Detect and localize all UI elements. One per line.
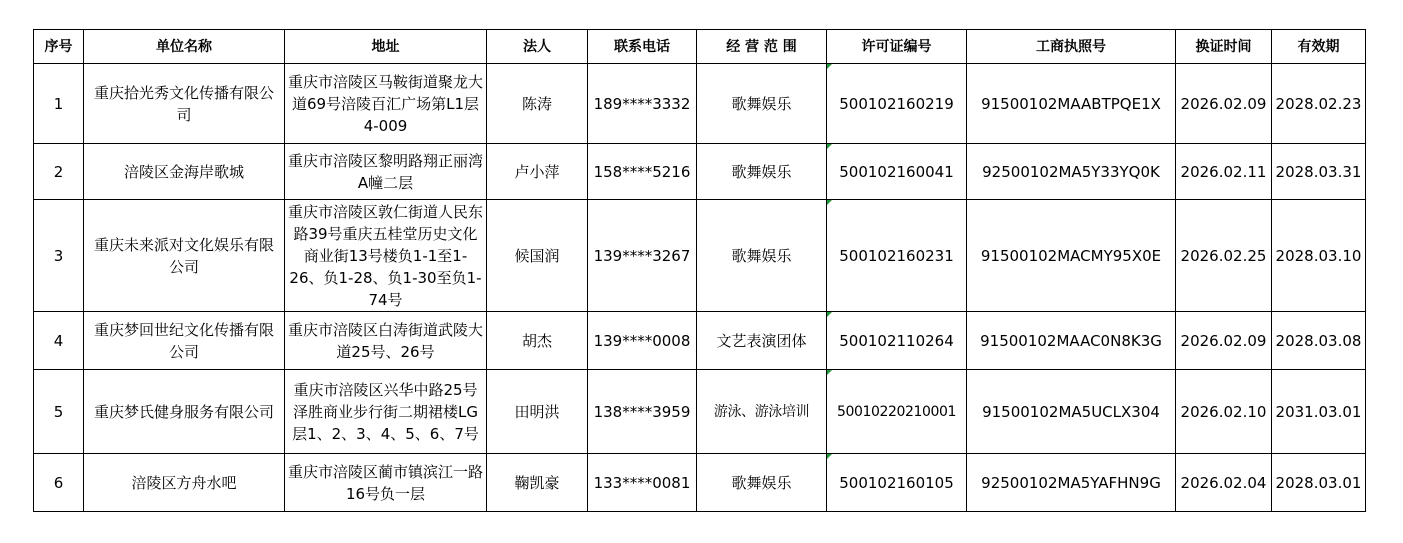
cell-expiry-date[interactable]: 2031.03.01 xyxy=(1272,370,1366,454)
cell-license-number[interactable]: 500102160219 xyxy=(827,64,967,144)
cell-legal-person[interactable]: 鞠凯豪 xyxy=(487,454,588,512)
cell-business-scope[interactable]: 歌舞娱乐 xyxy=(697,64,827,144)
cell-index[interactable]: 1 xyxy=(34,64,84,144)
cell-renewal-date[interactable]: 2026.02.11 xyxy=(1176,144,1272,200)
header-cell-expiry-date[interactable]: 有效期 xyxy=(1272,30,1366,64)
cell-business-license[interactable]: 91500102MAABTPQE1X xyxy=(967,64,1176,144)
cell-phone[interactable]: 139****3267 xyxy=(588,200,697,312)
cell-renewal-date[interactable]: 2026.02.10 xyxy=(1176,370,1272,454)
cell-index[interactable]: 4 xyxy=(34,312,84,370)
table-row xyxy=(34,144,1366,200)
cell-renewal-date[interactable]: 2026.02.09 xyxy=(1176,64,1272,144)
cell-business-license[interactable]: 91500102MA5UCLX304 xyxy=(967,370,1176,454)
table-row xyxy=(34,200,1366,312)
cell-address[interactable]: 重庆市涪陵区敦仁街道人民东路39号重庆五桂堂历史文化商业街13号楼负1-1至1-26、负1-28、负1-30至负1-74号 xyxy=(285,200,487,312)
table-row xyxy=(34,370,1366,454)
cell-address[interactable]: 重庆市涪陵区马鞍街道聚龙大道69号涪陵百汇广场第L1层4-009 xyxy=(285,64,487,144)
table-row xyxy=(34,454,1366,512)
cell-license-number[interactable]: 50010220210001 xyxy=(827,370,967,454)
header-cell-index[interactable]: 序号 xyxy=(34,30,84,64)
header-cell-legal-person[interactable]: 法人 xyxy=(487,30,588,64)
cell-index[interactable]: 5 xyxy=(34,370,84,454)
cell-renewal-date[interactable]: 2026.02.25 xyxy=(1176,200,1272,312)
cell-address[interactable]: 重庆市涪陵区兴华中路25号泽胜商业步行街二期裙楼LG层1、2、3、4、5、6、7号 xyxy=(285,370,487,454)
cell-expiry-date[interactable]: 2028.03.08 xyxy=(1272,312,1366,370)
cell-company[interactable]: 涪陵区金海岸歌城 xyxy=(84,144,285,200)
cell-business-license[interactable]: 91500102MAAC0N8K3G xyxy=(967,312,1176,370)
cell-expiry-date[interactable]: 2028.02.23 xyxy=(1272,64,1366,144)
cell-legal-person[interactable]: 胡杰 xyxy=(487,312,588,370)
table-row xyxy=(34,64,1366,144)
cell-phone[interactable]: 139****0008 xyxy=(588,312,697,370)
cell-legal-person[interactable]: 陈涛 xyxy=(487,64,588,144)
cell-phone[interactable]: 133****0081 xyxy=(588,454,697,512)
cell-company[interactable]: 涪陵区方舟水吧 xyxy=(84,454,285,512)
cell-business-license[interactable]: 91500102MACMY95X0E xyxy=(967,200,1176,312)
cell-business-scope[interactable]: 歌舞娱乐 xyxy=(697,454,827,512)
cell-legal-person[interactable]: 卢小萍 xyxy=(487,144,588,200)
cell-address[interactable]: 重庆市涪陵区蔺市镇滨江一路16号负一层 xyxy=(285,454,487,512)
cell-company[interactable]: 重庆梦回世纪文化传播有限公司 xyxy=(84,312,285,370)
cell-company[interactable]: 重庆未来派对文化娱乐有限公司 xyxy=(84,200,285,312)
cell-company[interactable]: 重庆梦氏健身服务有限公司 xyxy=(84,370,285,454)
cell-phone[interactable]: 138****3959 xyxy=(588,370,697,454)
cell-expiry-date[interactable]: 2028.03.10 xyxy=(1272,200,1366,312)
cell-business-scope[interactable]: 歌舞娱乐 xyxy=(697,200,827,312)
cell-address[interactable]: 重庆市涪陵区黎明路翔正丽湾A幢二层 xyxy=(285,144,487,200)
cell-license-number[interactable]: 500102160041 xyxy=(827,144,967,200)
cell-business-scope[interactable]: 歌舞娱乐 xyxy=(697,144,827,200)
cell-license-number[interactable]: 500102110264 xyxy=(827,312,967,370)
header-cell-license-number[interactable]: 许可证编号 xyxy=(827,30,967,64)
cell-phone[interactable]: 158****5216 xyxy=(588,144,697,200)
header-cell-address[interactable]: 地址 xyxy=(285,30,487,64)
cell-phone[interactable]: 189****3332 xyxy=(588,64,697,144)
header-cell-business-license[interactable]: 工商执照号 xyxy=(967,30,1176,64)
cell-license-number[interactable]: 500102160105 xyxy=(827,454,967,512)
cell-business-license[interactable]: 92500102MA5Y33YQ0K xyxy=(967,144,1176,200)
header-cell-business-scope[interactable]: 经 营 范 围 xyxy=(697,30,827,64)
cell-license-number[interactable]: 500102160231 xyxy=(827,200,967,312)
cell-legal-person[interactable]: 候国润 xyxy=(487,200,588,312)
cell-expiry-date[interactable]: 2028.03.01 xyxy=(1272,454,1366,512)
cell-business-scope[interactable]: 游泳、游泳培训 xyxy=(697,370,827,454)
header-cell-phone[interactable]: 联系电话 xyxy=(588,30,697,64)
header-cell-renewal-date[interactable]: 换证时间 xyxy=(1176,30,1272,64)
header-row xyxy=(34,30,1366,64)
cell-renewal-date[interactable]: 2026.02.04 xyxy=(1176,454,1272,512)
cell-expiry-date[interactable]: 2028.03.31 xyxy=(1272,144,1366,200)
cell-index[interactable]: 6 xyxy=(34,454,84,512)
cell-address[interactable]: 重庆市涪陵区白涛街道武陵大道25号、26号 xyxy=(285,312,487,370)
cell-index[interactable]: 2 xyxy=(34,144,84,200)
cell-renewal-date[interactable]: 2026.02.09 xyxy=(1176,312,1272,370)
cell-business-scope[interactable]: 文艺表演团体 xyxy=(697,312,827,370)
cell-company[interactable]: 重庆拾光秀文化传播有限公司 xyxy=(84,64,285,144)
cell-business-license[interactable]: 92500102MA5YAFHN9G xyxy=(967,454,1176,512)
spreadsheet-sheet xyxy=(33,29,1366,512)
cell-legal-person[interactable]: 田明洪 xyxy=(487,370,588,454)
cell-index[interactable]: 3 xyxy=(34,200,84,312)
license-table xyxy=(33,29,1366,512)
header-cell-company[interactable]: 单位名称 xyxy=(84,30,285,64)
table-row xyxy=(34,312,1366,370)
